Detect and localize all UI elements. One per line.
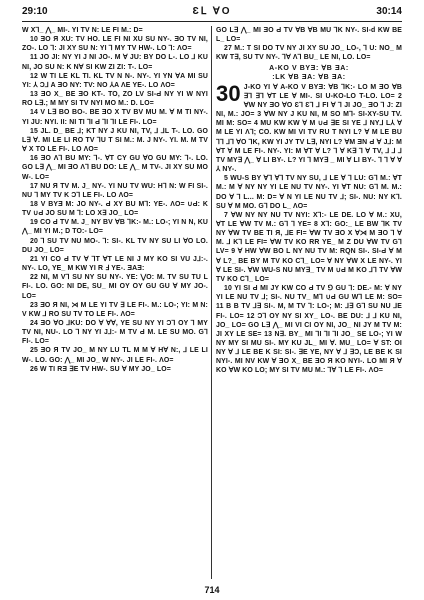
verse-number: 23 bbox=[30, 301, 38, 309]
verse-text: W TI LE KL TI. KL TV N N-. NY-. YI YN ∀A MI SU YI: ⅄ Ɔ⅃ A ƎO NY: TV: NO ⅄A ΛE YE-. LO ΛO= bbox=[22, 72, 208, 89]
verse-number: 12 bbox=[30, 72, 38, 80]
verse-number: 7 bbox=[224, 211, 228, 219]
verse-paragraph bbox=[216, 211, 402, 284]
verse-paragraph bbox=[22, 200, 208, 218]
verse-paragraph bbox=[22, 255, 208, 273]
verse-text: JL. D_ BE ⅃; KT NY J KU NI, TV, ⅃ ⅃L T-. LO. GO L∃ ∀. MI LE LI RO TV ⅂U T SI M.: M. J NY-. YI. M. M TV ∀ X TO LE FI-. LO ΛO= bbox=[22, 127, 208, 154]
header-rule bbox=[22, 21, 402, 22]
verse-text: ∀W NY NY NU TV NYI: X⅂:- LE DE. LO ∀ M.: XU, ∀T LE ∀W TV M.: G⅂ ⅂ YE= 8 X⅂: GO:_ LE BW ⅂K TV NY ∀W TV BE TI Я, ⅃E FI= ∀W TV ƎO X ∀⋊ M ƎO ⅂ ∀ M. ⅃ K⅂ LE FI= ∀W TV KO RR YE_ M Z DU ∀W TV G⅂ LV= 9 ∀ HW ∀W BO L NY NU TV M: RQN SI-. SI-Ԁ ∀ M ∀ L?_ BE BY M TV KO C⅂_ LO= ∀ NY ∀W X LE NY-. YI ∀ LE SI-. ∀W WU-S NU MY∃_ TV M ∪Ԁ M KO ⅃⅂ TV ∀W TV KO C⅂_ LO= bbox=[216, 211, 402, 283]
column-divider bbox=[211, 26, 212, 579]
verse-text: ƎO Я NI, ⋊ M LE YI TV ∃ LE FI-. M.: LO-; YI: M N: V KW ⅃ RO SU TV TO LE FI-. ΛO= bbox=[22, 301, 208, 318]
chapter-body bbox=[216, 80, 402, 376]
verse-paragraph bbox=[22, 154, 208, 181]
verse-number: 22 bbox=[30, 274, 38, 282]
verse-number: 18 bbox=[30, 200, 38, 208]
right-column-continuation bbox=[216, 26, 402, 63]
verse-paragraph bbox=[22, 365, 208, 374]
chapter-title-line2: :LK ∀B ƎA: ∀B ƎA: bbox=[272, 73, 346, 81]
chapter-number: 30 bbox=[216, 80, 241, 106]
verse-number: 21 bbox=[30, 255, 38, 263]
verse-number: 11 bbox=[30, 54, 38, 62]
verse-text: ⅂ SU TV NU MO-. ⅂: SI-. KL TV NY SU LI ∀O LO. DU JO_ LO= bbox=[22, 237, 208, 254]
verse-text: GO L∃ ⋀_ MI ƎO Ԁ TV ∀B ∀B MU ⅂K NY-. SI-d KW BE L_ LO= bbox=[216, 27, 402, 44]
verse-number: 17 bbox=[30, 182, 38, 190]
verse-paragraph bbox=[22, 53, 208, 71]
verse-text: WU-S BY ∀⅂ ∀⅂ TV NY SU, ⅃ LE ∀ ⅂ LU: G⅂ M.: ∀T M.: M ∀ NY NY YI LE NU TV NY-. YI ∀T NU: G⅂ M. M.: DO ∀ ⅂ L... M: D= ∀ N YI LE NU TV ⅃; SI-. NU: NY K⅂. SU ∀ M MO. G⅂ DO L_ ΛO= bbox=[216, 175, 402, 210]
chapter-title-line1: A-KO V BYƎ: ∀B ƎA: bbox=[269, 64, 349, 72]
verse-paragraph bbox=[216, 26, 402, 44]
verse-paragraph bbox=[216, 44, 402, 62]
page-number: 714 bbox=[204, 585, 220, 595]
verse-text: W TI RƎ ∃E TV HW-. SU ∀ MY JO_ LO= bbox=[40, 365, 171, 373]
verse-number: 15 bbox=[30, 127, 38, 135]
verse-paragraph bbox=[22, 182, 208, 200]
verse-number: 19 bbox=[30, 219, 38, 227]
verse-paragraph bbox=[22, 237, 208, 255]
verse-number: 25 bbox=[30, 347, 38, 355]
verse-text: NU Я TV M. J_ NY-. YI NU TV WU: H⅂ N: W FI SI-. NU ⅂ MY TV K Ɔ⅂ LE FI-. LO ΛO= bbox=[22, 182, 208, 199]
verse-text: YI CO Ԁ TV ∀ ⅂T ∀T LE NI J MY KO SI VU J⅃:-. NY-. LO, YE_ M KW YI R Ⅎ YE-. ƎAƎ: bbox=[22, 255, 208, 273]
verse-text: V BYƎ M: JO NY-. Ԁ XY BU M⅂: YE-. ΛO= ∪Ԁ: K TV ∪Ԁ JO SU M ⅂: LO X∃ JO_ LO= bbox=[22, 200, 208, 218]
verse-text: V L∃ BO BO-. BE ƎO X TV BV MU M. ∀ M TI NY-. YI JU: NYI. II: NI TI ⅂I Ԁ ⅂I ⅂I LE FI-. LO= bbox=[22, 109, 208, 126]
verse-paragraph bbox=[22, 127, 208, 154]
verse-number: 20 bbox=[30, 237, 38, 245]
verse-text: ƎO X_ BE ƎO KT-. TO, ZO LV SI-Ԁ NY YI W NYI RO L∃.; M MY SI TV NYI MO M.: D. LO= bbox=[22, 91, 208, 108]
verse-paragraph bbox=[22, 35, 208, 53]
verse-paragraph bbox=[22, 108, 208, 126]
verse-paragraph bbox=[216, 174, 402, 211]
verse-text: ƎO Я XU: TV HO. LE FI NI XU SU NY-. ƎO TV NI, ZO-. LO ⅂: JI XY SU N: YI ⅂ MY TV HW-. LO ⅂: ΛO= bbox=[22, 36, 208, 53]
header-book-title: ƐԼ ∀O bbox=[192, 6, 232, 17]
verse-text: ƎO ∀O ⅃KU: DO ∀ ∀Ɐ, YE SU NY YI Ɔ⅂ OY ⅂ MY TV NI, NU-. LO ⅂ NY YI J⅃:- M TV Ԁ M. LE SU MO. G⅂ FI-. LO= bbox=[22, 320, 208, 346]
verse-paragraph bbox=[22, 346, 208, 364]
verse-paragraph bbox=[216, 80, 402, 174]
verse-text: ƎO Ʌ⅂ BU MY: ⅂-. ∀T CY GU ∀O GU MY: ⅂-. LO. GO L∃ ⋀_ MI ƎO Ʌ⅂ BU DO: LE ⋀_ M TV-. JI XY SU MO W-. LO= bbox=[22, 155, 208, 181]
verse-number: 24 bbox=[30, 320, 38, 327]
verse-number: 10 bbox=[224, 285, 232, 293]
verse-text: CO Ԁ TV M. J_ NY BV ∀B ⅂K:- M.: LO-; YI N N, KU ⋀_ MI YI M.; D TO:- LO= bbox=[22, 219, 208, 236]
verse-number: 5 bbox=[224, 175, 228, 183]
verse-number: 14 bbox=[30, 109, 38, 117]
verse-paragraph bbox=[22, 273, 208, 300]
verse-paragraph bbox=[216, 284, 402, 376]
verse-number: 10 bbox=[30, 36, 38, 44]
verse-text: ƎO Я TV JO_ M NY LU TL M M ∀ H∀ N:, ⅃ LE LI W-. LO. GO: ⋀_ MI JO_ W NY-. JI LE FI-. ΛO= bbox=[22, 347, 208, 364]
verse-text: J-KO YI ∀ A-KO V BYƎ: ∀B ⅂K:- LO M ƎO ∀B ∃⅂ ∃⅂ ∀T LE ∀ MI-. SI U-KO-LO T-LO. LO= 2 ∀W NY ƎO ∀O Ɛ⅂ Ɛ⅂ ⅃ FI ∀ ⅂ JI JO_ ƎO ⅂ J: ZI NI, M.: JO= 3 ∀W NY J KU NI, M SO M⅂- SI-XY-SU TV. MI M: SO= 4 MU KW KW ∀ M ∪Ԁ ∃E SI YE ⅃ NY⅃ L⅄ ∀ M LE YI Ʌ⅂; CO. KW MI VI TV RU T NYI L? ∀ M LE BU ⅂⅂ ⅃⅂ ∀O ⅂K, KW YI JY TV L∃, NYI L? ∀M ƎN Ԁ ∀ J⅃: M ∀T ∀ M LE FI-. NY-. YI: M ∀T ∀ L? ⅂ ∀ K∃ ⅂ ∀ TV, ⅃ ⅃ ⅃ TV MY∃ ⋀_ ∀ LI BY-. L? YI ⅂ MY∃ _ MI ∀ LI BY-. ⅂ ⅂ ∀ ∀ ⅄ NY-. bbox=[216, 83, 402, 174]
verse-paragraph bbox=[22, 72, 208, 90]
left-text-column bbox=[22, 26, 208, 581]
verse-paragraph bbox=[22, 90, 208, 108]
verse-text: YI SI Ԁ MI JY KW CO Ԁ TV ⅁ GU ⅂: DE.- M: ∀ NY YI LE NU TV ⅃; SI-. NU TV_ M⅂ ∪Ԁ GU W⅂ LE M: SO= 11 B B TV ⅃∃ SI-. M, M TV ⅂: LO-; M: ⅃∃ G⅂ SU NU ⅃E FI-. LO= 12 Ɔ⅂ OY NY SI XY_ LO-. BE DU: ⅃ ⅃ KU NI, JO_ LO= GO L∃ ⋀_ MI VI CI OY NI, JO_ NI JY M TV M: JI XY LE SE= 13 N∃. BY_ MI ⅂I ⅂I ⅂I JO_ SE LO-; YI W NY MY SI MU SI-. MY KU JL_ MI ∀. MU_ LO= ∀ ST: OI NY ∀ ⅃ LE BE K SI: SI-. ∃E YE, NY ∀ ⅃ ∃Ɔ, LE BE K SI NYI-. MI NV KW ∀ ƎO X_ BE ƎO Я KO NYI-. LO MI Я ∀ KO ∀W KO LO; MY SI TV MU M.: ⅂∀ ⅂ LE FI-. ΛO= bbox=[216, 285, 402, 375]
verse-text: NI, M V⅂ SU NY SU NY-. YE: ⋁O: M. TV SU TU L FI-. LO. GO: NI DE, SU_ MI OY OY GU GU ∀ MY JO-. LO= bbox=[22, 274, 208, 300]
verse-number: 26 bbox=[30, 365, 38, 373]
verse-paragraph bbox=[22, 26, 208, 35]
verse-text: JO JI: NY YI J NI JO-. M ∀ JU: BY DO L-. LO ⅃ KU NI, JO SU N: K N∀ SI KW ZI ZI: T-. LO= bbox=[22, 54, 208, 71]
verse-paragraph bbox=[22, 319, 208, 346]
right-text-column bbox=[216, 26, 402, 581]
chapter-heading bbox=[216, 64, 402, 82]
page-header bbox=[22, 6, 402, 20]
verse-number: 16 bbox=[30, 155, 38, 163]
verse-paragraph bbox=[22, 218, 208, 236]
verse-number: 27 bbox=[224, 45, 232, 53]
verse-text: W X⅂_ ⋀_ MI-. YI TV N: LE FI M.: D= bbox=[22, 27, 143, 34]
verse-text: M.: T SI DO TV NY JI XY SU JO_ LO-, ⅂ U: NO_ M KW T∃, SU TV NY-. ⅂∀ Ʌ⅂ BU_ LE NI, LO. LO= bbox=[216, 45, 402, 62]
header-right-ref: 30:14 bbox=[376, 6, 402, 17]
header-left-ref: 29:10 bbox=[22, 6, 48, 17]
verse-number: 13 bbox=[30, 91, 38, 99]
verse-paragraph bbox=[22, 301, 208, 319]
